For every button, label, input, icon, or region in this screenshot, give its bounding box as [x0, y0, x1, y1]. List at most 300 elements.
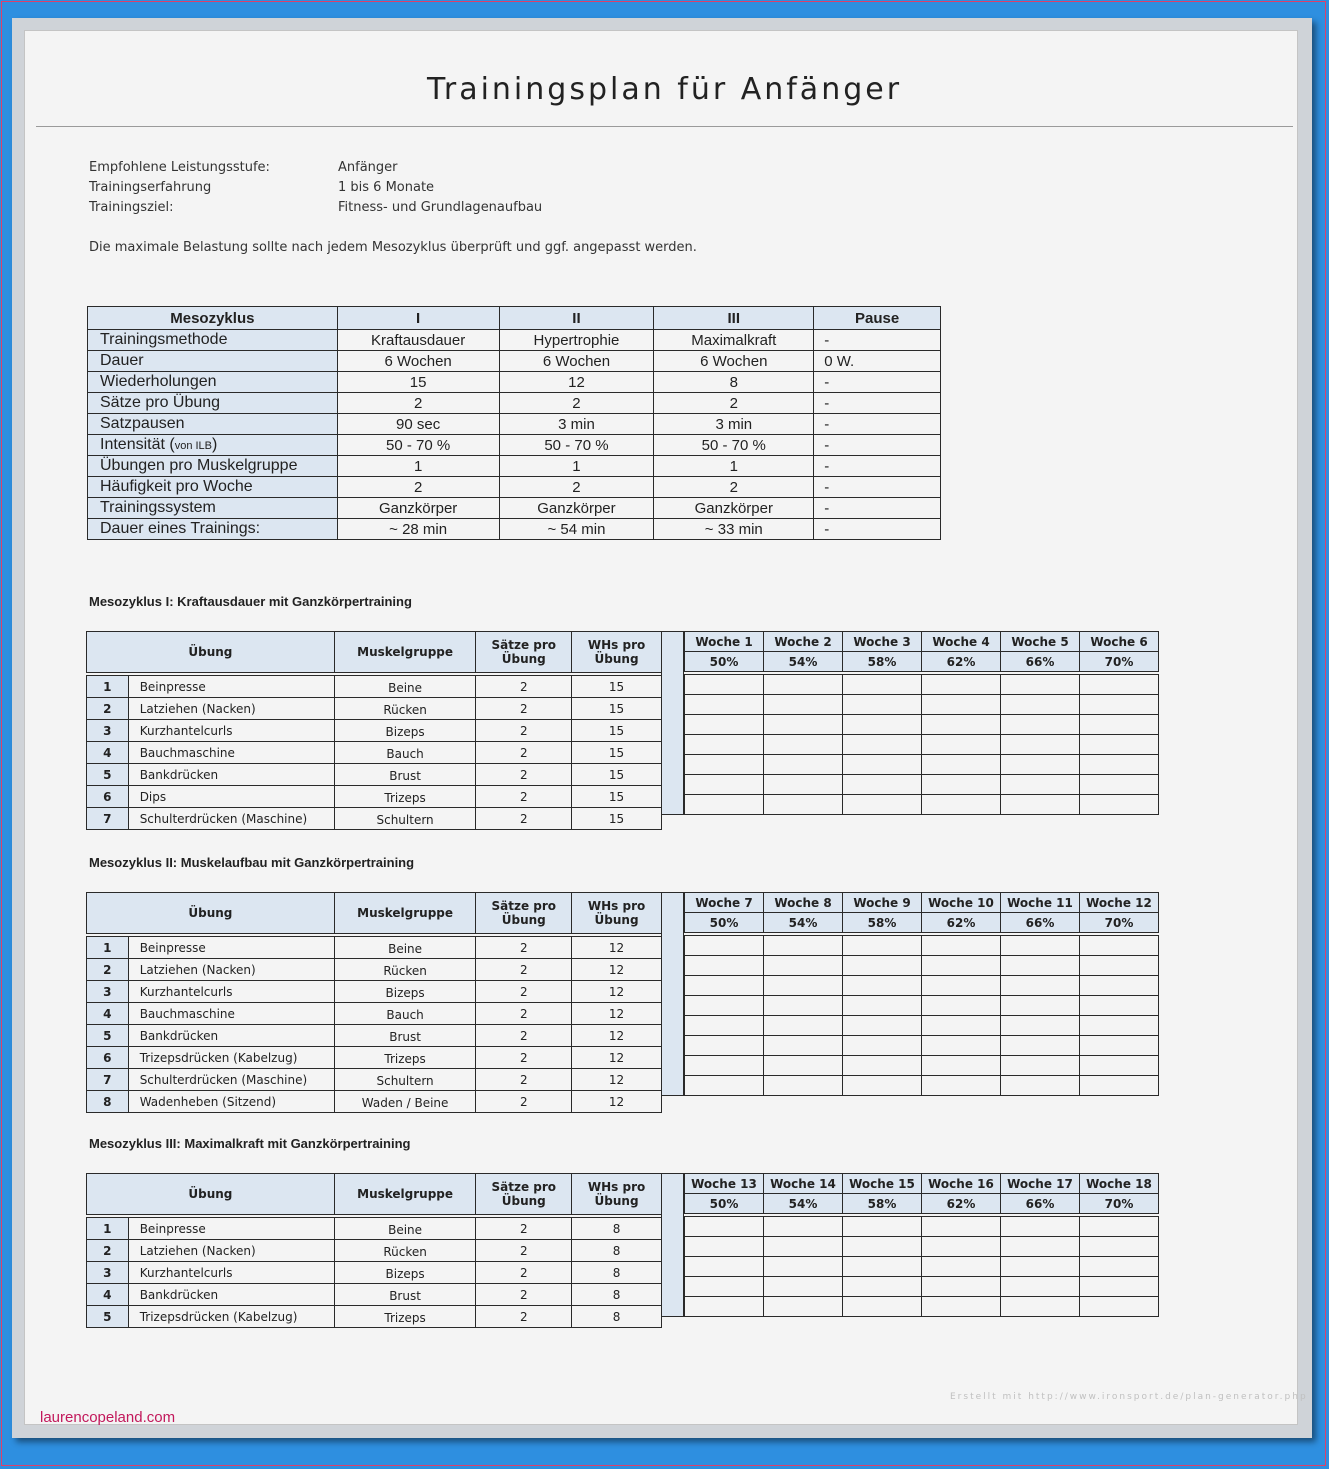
week-log-cell[interactable] — [685, 1056, 764, 1076]
sets-value: 2 — [476, 1218, 572, 1240]
exercise-name: Kurzhantelcurls — [128, 720, 334, 742]
exercise-number: 2 — [87, 1240, 129, 1262]
week-log-cell[interactable] — [764, 1257, 843, 1277]
week-log-row — [685, 936, 1159, 956]
document-title: Trainingsplan für Anfänger — [426, 72, 903, 107]
week-log-cell[interactable] — [1080, 735, 1159, 755]
reps-value: 15 — [572, 764, 662, 786]
overview-header: Mesozyklus — [88, 307, 338, 330]
reps-value: 15 — [572, 786, 662, 808]
overview-row — [88, 519, 941, 540]
week-log-cell[interactable] — [764, 715, 843, 735]
table-row — [87, 676, 662, 698]
week-header: Woche 8 — [764, 893, 843, 913]
info-label: Empfohlene Leistungsstufe: — [89, 160, 270, 175]
week-log-cell[interactable] — [685, 1257, 764, 1277]
overview-row-label — [88, 435, 338, 456]
title-divider — [36, 126, 1293, 127]
cycle-1-week-log-table — [684, 631, 1159, 815]
reps-value: 15 — [572, 808, 662, 830]
exercise-name: Latziehen (Nacken) — [128, 959, 334, 981]
reps-value: 12 — [572, 1003, 662, 1025]
week-log-cell[interactable] — [1001, 795, 1080, 815]
exercise-number: 3 — [87, 720, 129, 742]
week-log-cell[interactable] — [764, 695, 843, 715]
week-log-cell[interactable] — [685, 1076, 764, 1096]
week-log-cell[interactable] — [764, 1297, 843, 1317]
week-log-cell[interactable] — [922, 976, 1001, 996]
week-log-cell[interactable] — [922, 695, 1001, 715]
week-log-cell[interactable] — [922, 1076, 1001, 1096]
reps-value: 12 — [572, 1025, 662, 1047]
week-log-cell[interactable] — [1001, 936, 1080, 956]
week-log-cell[interactable] — [764, 936, 843, 956]
week-log-cell[interactable] — [922, 755, 1001, 775]
week-log-row — [685, 1257, 1159, 1277]
row-label-end: ) — [212, 436, 218, 453]
cycle-2-week-log-table — [684, 892, 1159, 1096]
week-log-cell[interactable] — [1001, 1277, 1080, 1297]
week-log-row — [685, 675, 1159, 695]
overview-row-label — [88, 393, 338, 414]
week-log-cell[interactable] — [1080, 1237, 1159, 1257]
week-log-cell[interactable] — [685, 956, 764, 976]
exercise-number: 1 — [87, 937, 129, 959]
overview-cell: - — [814, 498, 941, 519]
table-row — [87, 981, 662, 1003]
week-log-cell[interactable] — [1001, 1016, 1080, 1036]
cycle-1-title: Mesozyklus I: Kraftausdauer mit Ganzkörpertraining — [89, 594, 412, 609]
table-row — [87, 1306, 662, 1328]
sets-value: 2 — [476, 786, 572, 808]
week-log-cell[interactable] — [922, 956, 1001, 976]
cycle-3-week-log-table — [684, 1173, 1159, 1317]
week-log-cell[interactable] — [685, 695, 764, 715]
info-label: Trainingsziel: — [89, 200, 174, 215]
week-log-cell[interactable] — [764, 956, 843, 976]
header-muskelgruppe: Muskelgruppe — [334, 632, 476, 673]
week-log-cell[interactable] — [1080, 1257, 1159, 1277]
exercise-number: 2 — [87, 959, 129, 981]
week-log-cell[interactable] — [843, 795, 922, 815]
week-log-row — [685, 1217, 1159, 1237]
reps-value: 8 — [572, 1218, 662, 1240]
week-log-cell[interactable] — [685, 1237, 764, 1257]
week-log-cell[interactable] — [1080, 976, 1159, 996]
week-log-cell[interactable] — [1001, 996, 1080, 1016]
week-log-cell[interactable] — [922, 1237, 1001, 1257]
reps-value: 15 — [572, 720, 662, 742]
exercise-name: Bauchmaschine — [128, 742, 334, 764]
overview-cell: ~ 54 min — [499, 519, 654, 540]
overview-cell: Ganzkörper — [499, 498, 654, 519]
sets-value: 2 — [476, 764, 572, 786]
week-log-row — [685, 996, 1159, 1016]
overview-cell: 50 - 70 % — [337, 435, 499, 456]
week-log-cell[interactable] — [685, 936, 764, 956]
week-log-cell[interactable] — [764, 775, 843, 795]
week-log-row — [685, 795, 1159, 815]
info-row-goal — [89, 200, 543, 215]
header-whs — [572, 632, 662, 673]
overview-cell: - — [814, 414, 941, 435]
week-log-cell[interactable] — [764, 795, 843, 815]
week-log-cell[interactable] — [685, 755, 764, 775]
week-log-cell[interactable] — [843, 695, 922, 715]
week-header: Woche 12 — [1080, 893, 1159, 913]
week-header: Woche 7 — [685, 893, 764, 913]
header-saetze-text: Sätze pro Übung — [491, 899, 557, 927]
week-intensity: 50% — [685, 913, 764, 933]
week-log-cell[interactable] — [922, 1016, 1001, 1036]
week-log-cell[interactable] — [685, 1277, 764, 1297]
overview-cell: Ganzkörper — [337, 498, 499, 519]
row-label-text: Dauer eines Trainings: — [100, 520, 261, 537]
week-log-cell[interactable] — [843, 1217, 922, 1237]
header-muskelgruppe: Muskelgruppe — [334, 893, 476, 934]
exercise-number: 6 — [87, 786, 129, 808]
week-log-cell[interactable] — [685, 1217, 764, 1237]
week-log-cell[interactable] — [922, 1277, 1001, 1297]
week-log-cell[interactable] — [1001, 735, 1080, 755]
overview-cell: Hypertrophie — [499, 330, 654, 351]
reps-value: 12 — [572, 981, 662, 1003]
overview-cell: - — [814, 477, 941, 498]
week-log-cell[interactable] — [685, 976, 764, 996]
adjustment-note: Die maximale Belastung sollte nach jedem Mesozyklus überprüft und ggf. angepasst werden. — [89, 240, 697, 255]
muscle-group: Bizeps — [334, 1262, 476, 1284]
week-log-cell[interactable] — [1080, 1056, 1159, 1076]
week-log-cell[interactable] — [922, 795, 1001, 815]
week-log-cell[interactable] — [843, 1036, 922, 1056]
sets-value: 2 — [476, 981, 572, 1003]
exercise-name: Schulterdrücken (Maschine) — [128, 808, 334, 830]
exercise-name: Bankdrücken — [128, 1284, 334, 1306]
week-log-cell[interactable] — [685, 795, 764, 815]
header-saetze — [476, 632, 572, 673]
week-log-cell[interactable] — [922, 675, 1001, 695]
row-label-text: Übungen pro Muskelgruppe — [100, 457, 298, 474]
week-log-cell[interactable] — [764, 675, 843, 695]
week-log-cell[interactable] — [1001, 1056, 1080, 1076]
overview-cell: 2 — [499, 393, 654, 414]
week-log-cell[interactable] — [1080, 1217, 1159, 1237]
week-log-cell[interactable] — [685, 1036, 764, 1056]
sets-value: 2 — [476, 1025, 572, 1047]
sets-value: 2 — [476, 1284, 572, 1306]
header-saetze — [476, 1174, 572, 1215]
table-row — [87, 1284, 662, 1306]
week-log-cell[interactable] — [1001, 956, 1080, 976]
reps-value: 15 — [572, 676, 662, 698]
reps-value: 12 — [572, 1069, 662, 1091]
week-log-cell[interactable] — [764, 996, 843, 1016]
cycle-2-title: Mesozyklus II: Muskelaufbau mit Ganzkörpertraining — [89, 855, 415, 870]
week-log-cell[interactable] — [843, 996, 922, 1016]
week-intensity: 66% — [1001, 652, 1080, 672]
week-log-cell[interactable] — [1001, 1297, 1080, 1317]
muscle-group: Bauch — [334, 1003, 476, 1025]
week-log-cell[interactable] — [922, 1257, 1001, 1277]
cycle-3-title: Mesozyklus III: Maximalkraft mit Ganzkörpertraining — [89, 1136, 411, 1151]
header-whs-text: WHs pro Übung — [587, 899, 646, 927]
exercise-number: 4 — [87, 1284, 129, 1306]
week-log-cell[interactable] — [1001, 695, 1080, 715]
row-label-text: Wiederholungen — [100, 373, 217, 390]
reps-value: 8 — [572, 1240, 662, 1262]
week-header: Woche 5 — [1001, 632, 1080, 652]
exercise-number: 7 — [87, 808, 129, 830]
week-intensity: 58% — [843, 1194, 922, 1214]
week-log-cell[interactable] — [1080, 675, 1159, 695]
week-log-cell[interactable] — [843, 1016, 922, 1036]
week-log-cell[interactable] — [1001, 1076, 1080, 1096]
week-log-cell[interactable] — [1080, 1297, 1159, 1317]
week-log-cell[interactable] — [1080, 936, 1159, 956]
week-log-cell[interactable] — [685, 735, 764, 755]
week-log-row — [685, 775, 1159, 795]
week-header-row — [685, 893, 1159, 913]
exercise-number: 5 — [87, 764, 129, 786]
week-log-cell[interactable] — [685, 1297, 764, 1317]
week-log-cell[interactable] — [922, 715, 1001, 735]
week-log-cell[interactable] — [764, 1277, 843, 1297]
exercise-name: Kurzhantelcurls — [128, 1262, 334, 1284]
week-header-row — [685, 1174, 1159, 1194]
week-log-cell[interactable] — [764, 1217, 843, 1237]
week-log-cell[interactable] — [843, 735, 922, 755]
table-row — [87, 1091, 662, 1113]
week-log-cell[interactable] — [843, 1257, 922, 1277]
week-log-cell[interactable] — [685, 996, 764, 1016]
sets-value: 2 — [476, 1069, 572, 1091]
week-log-cell[interactable] — [1080, 795, 1159, 815]
overview-cell: 6 Wochen — [499, 351, 654, 372]
week-log-cell[interactable] — [922, 775, 1001, 795]
week-intensity: 70% — [1080, 652, 1159, 672]
week-log-cell[interactable] — [1001, 1237, 1080, 1257]
table-row — [87, 959, 662, 981]
exercise-number: 4 — [87, 742, 129, 764]
week-log-cell[interactable] — [922, 996, 1001, 1016]
week-header: Woche 17 — [1001, 1174, 1080, 1194]
overview-row-label — [88, 519, 338, 540]
intensity-row — [685, 1194, 1159, 1214]
overview-cell: 2 — [654, 393, 814, 414]
muscle-group: Rücken — [334, 1240, 476, 1262]
week-log-cell[interactable] — [764, 1016, 843, 1036]
week-log-cell[interactable] — [1080, 1036, 1159, 1056]
week-log-cell[interactable] — [685, 1016, 764, 1036]
overview-row-label — [88, 498, 338, 519]
overview-cell: 1 — [654, 456, 814, 477]
week-log-cell[interactable] — [1001, 755, 1080, 775]
week-log-cell[interactable] — [843, 1076, 922, 1096]
week-log-cell[interactable] — [1080, 695, 1159, 715]
week-intensity: 58% — [843, 652, 922, 672]
info-value: Fitness- und Grundlagenaufbau — [338, 200, 543, 215]
row-label-text: Häufigkeit pro Woche — [100, 478, 253, 495]
overview-cell: - — [814, 456, 941, 477]
week-log-cell[interactable] — [1001, 1217, 1080, 1237]
reps-value: 12 — [572, 1047, 662, 1069]
week-log-cell[interactable] — [1080, 715, 1159, 735]
week-log-cell[interactable] — [843, 675, 922, 695]
week-log-cell[interactable] — [1001, 976, 1080, 996]
week-log-cell[interactable] — [1001, 1036, 1080, 1056]
week-log-cell[interactable] — [843, 1237, 922, 1257]
exercise-name: Beinpresse — [128, 676, 334, 698]
week-log-cell[interactable] — [685, 715, 764, 735]
table-row — [87, 742, 662, 764]
exercise-header-row — [87, 893, 662, 934]
week-log-row — [685, 1016, 1159, 1036]
week-log-row — [685, 1277, 1159, 1297]
muscle-group: Schultern — [334, 1069, 476, 1091]
overview-row — [88, 393, 941, 414]
week-log-row — [685, 715, 1159, 735]
exercise-number: 2 — [87, 698, 129, 720]
exercise-header-row — [87, 1174, 662, 1215]
week-log-cell[interactable] — [922, 735, 1001, 755]
muscle-group: Trizeps — [334, 1306, 476, 1328]
week-log-cell[interactable] — [764, 1056, 843, 1076]
week-log-cell[interactable] — [1001, 1257, 1080, 1277]
muscle-group: Waden / Beine — [334, 1091, 476, 1113]
table-divider-strip — [661, 631, 684, 815]
overview-row-label — [88, 330, 338, 351]
muscle-group: Brust — [334, 1284, 476, 1306]
week-log-cell[interactable] — [1001, 675, 1080, 695]
watermark: laurencopeland.com — [40, 1409, 176, 1426]
week-log-cell[interactable] — [843, 1277, 922, 1297]
row-label-text: Satzpausen — [100, 415, 185, 432]
sets-value: 2 — [476, 698, 572, 720]
week-log-cell[interactable] — [843, 715, 922, 735]
week-log-cell[interactable] — [1080, 1277, 1159, 1297]
week-log-cell[interactable] — [1001, 715, 1080, 735]
week-log-cell[interactable] — [843, 755, 922, 775]
exercise-number: 1 — [87, 1218, 129, 1240]
week-log-cell[interactable] — [922, 1056, 1001, 1076]
week-log-cell[interactable] — [843, 976, 922, 996]
week-log-cell[interactable] — [764, 1237, 843, 1257]
overview-cell: 3 min — [654, 414, 814, 435]
week-log-cell[interactable] — [764, 735, 843, 755]
week-header: Woche 11 — [1001, 893, 1080, 913]
mesocycle-overview-table — [87, 306, 941, 540]
overview-header: III — [654, 307, 814, 330]
week-log-cell[interactable] — [1080, 1016, 1159, 1036]
exercise-name: Latziehen (Nacken) — [128, 698, 334, 720]
week-log-cell[interactable] — [1080, 1076, 1159, 1096]
overview-cell: - — [814, 372, 941, 393]
overview-cell: 3 min — [499, 414, 654, 435]
week-log-cell[interactable] — [1080, 775, 1159, 795]
overview-header: II — [499, 307, 654, 330]
week-log-cell[interactable] — [685, 675, 764, 695]
table-divider-strip — [661, 892, 684, 1096]
week-log-cell[interactable] — [843, 1056, 922, 1076]
week-log-cell[interactable] — [1080, 996, 1159, 1016]
exercise-number: 5 — [87, 1025, 129, 1047]
exercise-number: 4 — [87, 1003, 129, 1025]
overview-cell: 50 - 70 % — [654, 435, 814, 456]
header-whs-text: WHs pro Übung — [587, 638, 646, 666]
header-saetze-text: Sätze pro Übung — [491, 638, 557, 666]
exercise-name: Dips — [128, 786, 334, 808]
overview-cell: 6 Wochen — [337, 351, 499, 372]
sets-value: 2 — [476, 676, 572, 698]
muscle-group: Beine — [334, 1218, 476, 1240]
week-log-cell[interactable] — [685, 775, 764, 795]
exercise-number: 7 — [87, 1069, 129, 1091]
week-log-cell[interactable] — [843, 1297, 922, 1317]
info-value: 1 bis 6 Monate — [338, 180, 435, 195]
overview-row — [88, 477, 941, 498]
week-intensity: 66% — [1001, 1194, 1080, 1214]
overview-row — [88, 351, 941, 372]
week-log-cell[interactable] — [843, 936, 922, 956]
overview-cell: - — [814, 435, 941, 456]
week-log-cell[interactable] — [922, 1036, 1001, 1056]
week-log-cell[interactable] — [764, 755, 843, 775]
reps-value: 8 — [572, 1262, 662, 1284]
overview-cell: ~ 28 min — [337, 519, 499, 540]
exercise-number: 3 — [87, 981, 129, 1003]
week-intensity: 50% — [685, 652, 764, 672]
week-header: Woche 18 — [1080, 1174, 1159, 1194]
week-header: Woche 1 — [685, 632, 764, 652]
overview-cell: 90 sec — [337, 414, 499, 435]
week-log-cell[interactable] — [922, 1217, 1001, 1237]
week-intensity: 62% — [922, 652, 1001, 672]
week-log-cell[interactable] — [1001, 775, 1080, 795]
week-log-cell[interactable] — [922, 936, 1001, 956]
week-header: Woche 6 — [1080, 632, 1159, 652]
header-saetze-text: Sätze pro Übung — [491, 1180, 557, 1208]
week-log-cell[interactable] — [843, 775, 922, 795]
week-intensity: 62% — [922, 1194, 1001, 1214]
week-log-cell[interactable] — [764, 976, 843, 996]
week-log-cell[interactable] — [843, 956, 922, 976]
exercise-number: 1 — [87, 676, 129, 698]
exercise-name: Bankdrücken — [128, 1025, 334, 1047]
week-log-cell[interactable] — [1080, 755, 1159, 775]
sets-value: 2 — [476, 937, 572, 959]
week-log-cell[interactable] — [764, 1076, 843, 1096]
week-log-cell[interactable] — [922, 1297, 1001, 1317]
header-muskelgruppe: Muskelgruppe — [334, 1174, 476, 1215]
overview-cell: 2 — [337, 393, 499, 414]
overview-row — [88, 435, 941, 456]
muscle-group: Brust — [334, 1025, 476, 1047]
reps-value: 12 — [572, 1091, 662, 1113]
muscle-group: Trizeps — [334, 786, 476, 808]
info-label: Trainingserfahrung — [89, 180, 212, 195]
week-log-cell[interactable] — [1080, 956, 1159, 976]
table-row — [87, 1025, 662, 1047]
overview-cell: 6 Wochen — [654, 351, 814, 372]
week-log-row — [685, 1297, 1159, 1317]
muscle-group: Rücken — [334, 698, 476, 720]
overview-row — [88, 414, 941, 435]
intensity-row — [685, 913, 1159, 933]
overview-row — [88, 456, 941, 477]
week-log-cell[interactable] — [764, 1036, 843, 1056]
reps-value: 12 — [572, 959, 662, 981]
week-header: Woche 9 — [843, 893, 922, 913]
